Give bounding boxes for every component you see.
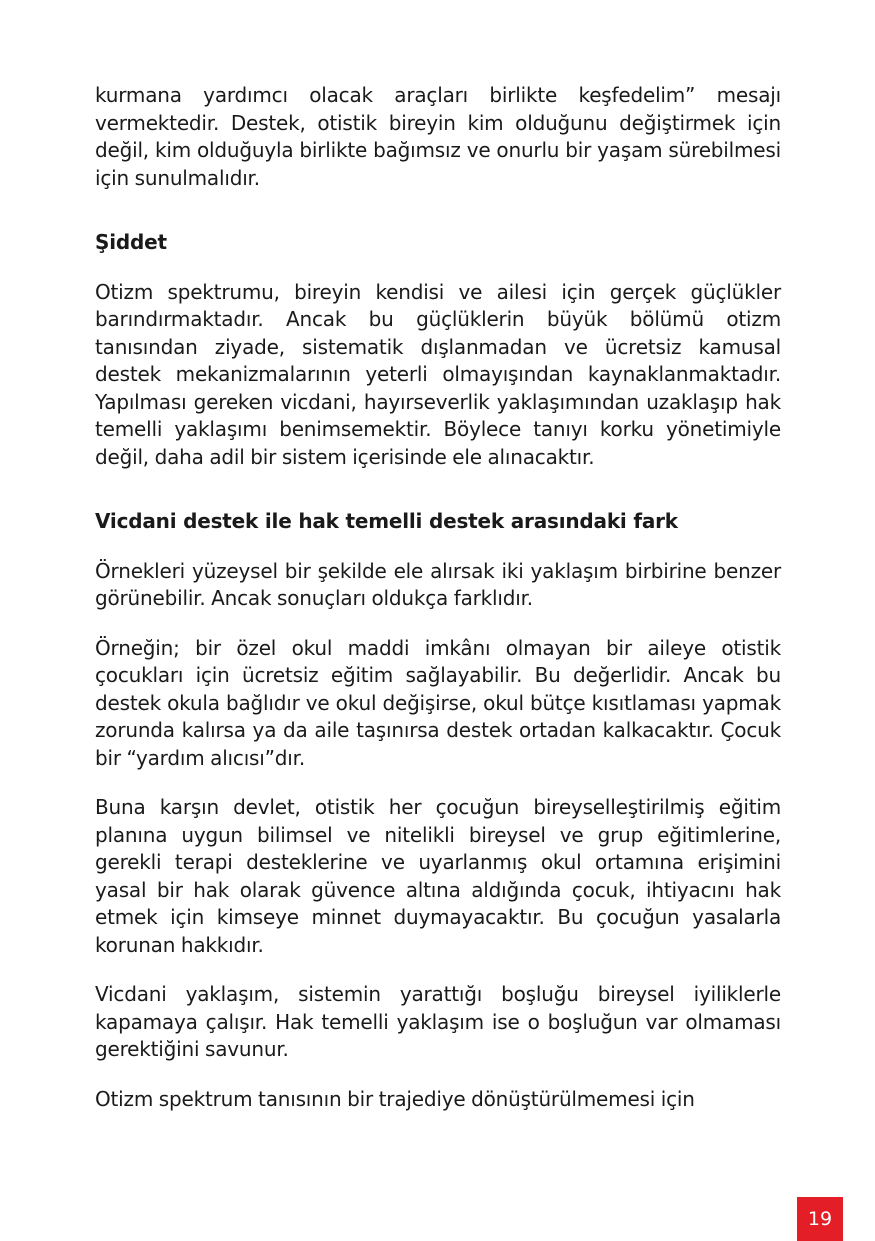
page-number-badge: 19 — [797, 1197, 843, 1241]
paragraph-vicdani-yaklasim: Vicdani yaklaşım, sistemin yarattığı boşluğu bireysel iyiliklerle kapamaya çalışır. Hak temelli yaklaşım ise o boşluğun var olmaması gerektiğini savunur. — [95, 982, 781, 1061]
paragraph-ornegin: Örneğin; bir özel okul maddi imkânı olmayan bir aileye otistik çocukları için ücretsiz eğitim sağlayabilir. Bu değerlidir. Ancak bu destek okula bağlıdır ve okul değişirse, okul bütçe kısıtlaması yapmak zorunda kalırsa ya da aile taşınırsa destek ortadan kalkacaktır. Çocuk bir “yardım alıcısı”dır. — [95, 635, 781, 770]
heading-siddet: Şiddet — [95, 230, 167, 254]
paragraph-intro: kurmana yardımcı olacak araçları birlikte keşfedelim” mesajı vermektedir. Destek, otistik bireyin kim olduğunu değiştirmek için değil, kim olduğuyla birlikte bağımsız ve onurlu bir yaşam sürebilmesi için sunulmalıdır. — [95, 83, 781, 190]
paragraph-siddet: Otizm spektrumu, bireyin kendisi ve ailesi için gerçek güçlükler barındırmaktadır. Ancak bu güçlüklerin büyük bölümü otizm tanısından ziyade, sistematik dışlanmadan ve ücretsiz kamusal destek mekanizmalarının yeterli olmayışından kaynaklanmaktadır. Yapılması gereken vicdani, hayırseverlik yaklaşımından uzaklaşıp hak temelli yaklaşımı benimsemektir. Böylece tanıyı korku yönetimiyle değil, daha adil bir sistem içerisinde ele alınacaktır. — [95, 279, 781, 469]
paragraph-ornekler: Örnekleri yüzeysel bir şekilde ele alırsak iki yaklaşım birbirine benzer görünebilir. Ancak sonuçları oldukça farklıdır. — [95, 558, 781, 610]
heading-vicdani-destek: Vicdani destek ile hak temelli destek arasındaki fark — [95, 509, 678, 533]
paragraph-devlet: Buna karşın devlet, otistik her çocuğun bireyselleştirilmiş eğitim planına uygun bilimsel ve nitelikli bireysel ve grup eğitimlerine, gerekli terapi desteklerine ve uyarlanmış okul ortamına erişimini yasal bir hak olarak güvence altına aldığında çocuk, ihtiyacını hak etmek için kimseye minnet duymayacaktır. Bu çocuğun yasalarla korunan hakkıdır. — [95, 795, 781, 957]
page-content — [95, 82, 781, 1113]
paragraph-otizm-tanisi: Otizm spektrum tanısının bir trajediye dönüştürülmemesi için — [95, 1086, 695, 1111]
